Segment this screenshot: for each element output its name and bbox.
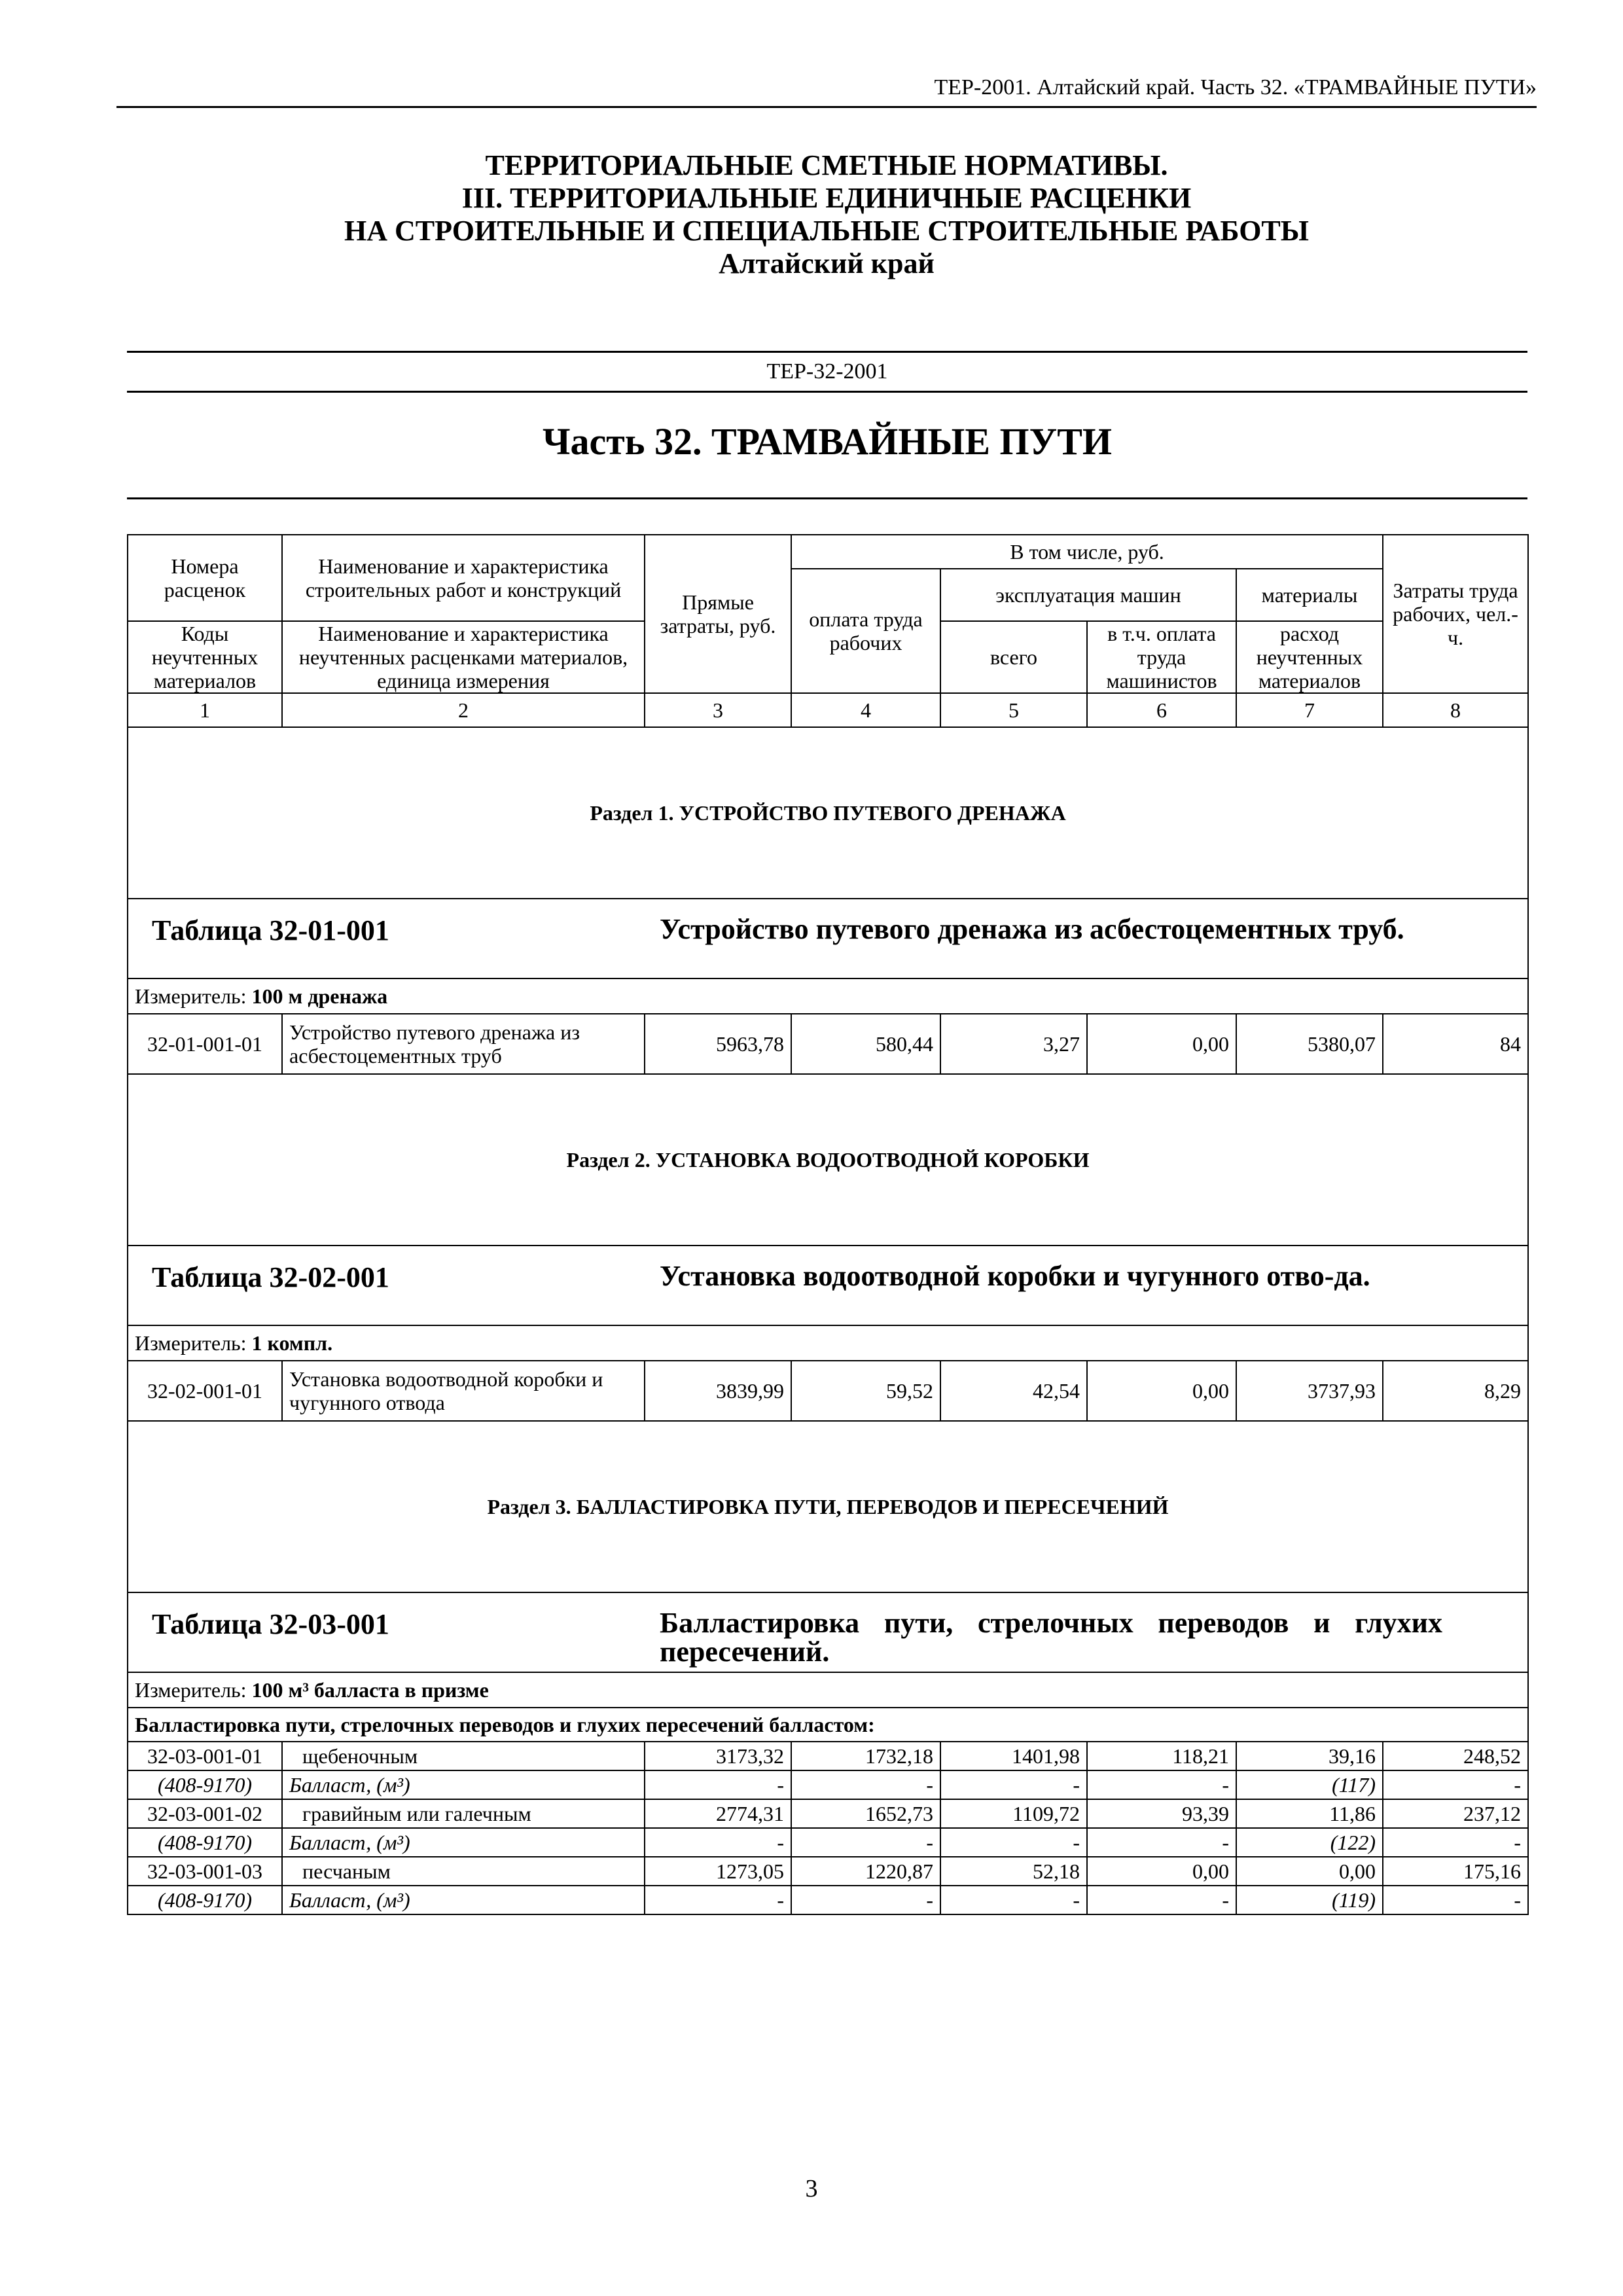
measurement-unit bbox=[128, 978, 1528, 1014]
column-number: 2 bbox=[282, 693, 645, 727]
table-row bbox=[128, 1014, 1528, 1074]
worker-pay: 59,52 bbox=[791, 1361, 940, 1421]
direct-costs: 3839,99 bbox=[645, 1361, 791, 1421]
worker-pay: 580,44 bbox=[791, 1014, 940, 1074]
header-rate-numbers: Номера расценок bbox=[128, 535, 282, 621]
material-machinist: - bbox=[1087, 1886, 1236, 1914]
material-machinist: - bbox=[1087, 1828, 1236, 1857]
material-direct: - bbox=[645, 1828, 791, 1857]
measurement-label: Измеритель: bbox=[135, 984, 247, 1008]
machine-total: 52,18 bbox=[940, 1857, 1087, 1886]
table-title: Установка водоотводной коробки и чугунного отво-да. bbox=[660, 1260, 1370, 1292]
section-title: Раздел 2. УСТАНОВКА ВОДООТВОДНОЙ КОРОБКИ bbox=[566, 1148, 1090, 1172]
section-title: Раздел 1. УСТРОЙСТВО ПУТЕВОГО ДРЕНАЖА bbox=[590, 801, 1066, 825]
rate-code: 32-03-001-02 bbox=[128, 1799, 282, 1828]
machinist-pay: 93,39 bbox=[1087, 1799, 1236, 1828]
material-labor: - bbox=[1383, 1828, 1528, 1857]
table-number: Таблица 32-01-001 bbox=[152, 914, 389, 946]
material-machines: - bbox=[940, 1770, 1087, 1799]
column-number: 1 bbox=[128, 693, 282, 727]
header-unaccounted-names: Наименование и характеристика неучтенных расценками материалов, единица измерения bbox=[282, 621, 645, 693]
column-number: 6 bbox=[1087, 693, 1236, 727]
material-direct: - bbox=[645, 1770, 791, 1799]
material-code: (408-9170) bbox=[128, 1828, 282, 1857]
measurement-value: 1 компл. bbox=[251, 1331, 333, 1355]
title-line: III. ТЕРРИТОРИАЛЬНЫЕ ЕДИНИЧНЫЕ РАСЦЕНКИ bbox=[461, 182, 1192, 214]
labor-costs: 8,29 bbox=[1383, 1361, 1528, 1421]
measurement-value: 100 м дренажа bbox=[251, 984, 388, 1008]
material-name: Балласт, (м³) bbox=[282, 1828, 645, 1857]
title-line: ТЕРРИТОРИАЛЬНЫЕ СМЕТНЫЕ НОРМАТИВЫ. bbox=[485, 149, 1168, 181]
material-pay: - bbox=[791, 1886, 940, 1914]
table-number: Таблица 32-03-001 bbox=[152, 1608, 389, 1640]
column-number: 3 bbox=[645, 693, 791, 727]
header-direct-costs: Прямые затраты, руб. bbox=[645, 535, 791, 693]
work-name: щебеночным bbox=[282, 1742, 645, 1770]
title-line: НА СТРОИТЕЛЬНЫЕ И СПЕЦИАЛЬНЫЕ СТРОИТЕЛЬНЫЕ РАБОТЫ bbox=[344, 215, 1309, 247]
labor-costs: 248,52 bbox=[1383, 1742, 1528, 1770]
labor-costs: 237,12 bbox=[1383, 1799, 1528, 1828]
machine-total: 1109,72 bbox=[940, 1799, 1087, 1828]
table-row bbox=[128, 1742, 1528, 1770]
measurement-unit bbox=[128, 1325, 1528, 1361]
material-machinist: - bbox=[1087, 1770, 1236, 1799]
document-code: ТЕР-32-2001 bbox=[127, 351, 1527, 393]
page-number: 3 bbox=[805, 2175, 818, 2202]
header-including: В том числе, руб. bbox=[791, 535, 1383, 569]
work-name: Установка водоотводной коробки и чугунного отвода bbox=[282, 1361, 645, 1421]
materials-cost: 5380,07 bbox=[1236, 1014, 1383, 1074]
machine-total: 3,27 bbox=[940, 1014, 1087, 1074]
header-machinist-pay: в т.ч. оплата труда машинистов bbox=[1087, 621, 1236, 693]
table-row bbox=[128, 1799, 1528, 1828]
rates-table bbox=[127, 534, 1529, 1915]
machine-total: 1401,98 bbox=[940, 1742, 1087, 1770]
running-header: ТЕР-2001. Алтайский край. Часть 32. «ТРАМВАЙНЫЕ ПУТИ» bbox=[116, 73, 1537, 108]
header-worker-pay: оплата труда рабочих bbox=[791, 569, 940, 693]
material-labor: - bbox=[1383, 1770, 1528, 1799]
materials-cost: 3737,93 bbox=[1236, 1361, 1383, 1421]
header-labor-costs: Затраты труда рабочих, чел.-ч. bbox=[1383, 535, 1528, 693]
material-consumption: (122) bbox=[1236, 1828, 1383, 1857]
direct-costs: 2774,31 bbox=[645, 1799, 791, 1828]
worker-pay: 1732,18 bbox=[791, 1742, 940, 1770]
material-machines: - bbox=[940, 1886, 1087, 1914]
measurement-label: Измеритель: bbox=[135, 1331, 247, 1355]
material-row bbox=[128, 1886, 1528, 1914]
materials-cost: 0,00 bbox=[1236, 1857, 1383, 1886]
part-title: Часть 32. ТРАМВАЙНЫЕ ПУТИ bbox=[542, 420, 1113, 463]
labor-costs: 84 bbox=[1383, 1014, 1528, 1074]
worker-pay: 1652,73 bbox=[791, 1799, 940, 1828]
header-work-name: Наименование и характеристика строительных работ и конструкций bbox=[282, 535, 645, 621]
materials-cost: 39,16 bbox=[1236, 1742, 1383, 1770]
rate-code: 32-03-001-01 bbox=[128, 1742, 282, 1770]
direct-costs: 3173,32 bbox=[645, 1742, 791, 1770]
table-row bbox=[128, 1857, 1528, 1886]
work-name: Устройство путевого дренажа из асбестоцементных труб bbox=[282, 1014, 645, 1074]
table-title: Балластировка пути, стрелочных переводов и глухих пересечений. bbox=[660, 1607, 1443, 1668]
material-pay: - bbox=[791, 1828, 940, 1857]
measurement-unit bbox=[128, 1672, 1528, 1708]
material-labor: - bbox=[1383, 1886, 1528, 1914]
machine-total: 42,54 bbox=[940, 1361, 1087, 1421]
machinist-pay: 0,00 bbox=[1087, 1857, 1236, 1886]
divider bbox=[127, 497, 1527, 499]
document-titles bbox=[116, 149, 1537, 280]
section-title: Раздел 3. БАЛЛАСТИРОВКА ПУТИ, ПЕРЕВОДОВ И ПЕРЕСЕЧЕНИЙ bbox=[487, 1495, 1169, 1518]
material-code: (408-9170) bbox=[128, 1770, 282, 1799]
material-pay: - bbox=[791, 1770, 940, 1799]
machinist-pay: 0,00 bbox=[1087, 1361, 1236, 1421]
table-number: Таблица 32-02-001 bbox=[152, 1261, 389, 1293]
material-consumption: (119) bbox=[1236, 1886, 1383, 1914]
title-line: Алтайский край bbox=[719, 247, 935, 279]
table-row bbox=[128, 1361, 1528, 1421]
material-machines: - bbox=[940, 1828, 1087, 1857]
work-name: гравийным или галечным bbox=[282, 1799, 645, 1828]
header-unaccounted-codes: Коды неучтенных материалов bbox=[128, 621, 282, 693]
material-row bbox=[128, 1770, 1528, 1799]
table-title: Устройство путевого дренажа из асбестоцементных труб. bbox=[660, 913, 1404, 945]
header-materials: материалы bbox=[1236, 569, 1383, 621]
header-machine-operation: эксплуатация машин bbox=[940, 569, 1236, 621]
work-name: песчаным bbox=[282, 1857, 645, 1886]
labor-costs: 175,16 bbox=[1383, 1857, 1528, 1886]
measurement-label: Измеритель: bbox=[135, 1678, 247, 1702]
material-row bbox=[128, 1828, 1528, 1857]
direct-costs: 1273,05 bbox=[645, 1857, 791, 1886]
rate-code: 32-02-001-01 bbox=[128, 1361, 282, 1421]
header-total: всего bbox=[940, 621, 1087, 693]
rate-code: 32-01-001-01 bbox=[128, 1014, 282, 1074]
material-consumption: (117) bbox=[1236, 1770, 1383, 1799]
material-name: Балласт, (м³) bbox=[282, 1770, 645, 1799]
column-number: 4 bbox=[791, 693, 940, 727]
measurement-value: 100 м³ балласта в призме bbox=[251, 1678, 489, 1702]
header-unaccounted-consumption: расход неучтенных материалов bbox=[1236, 621, 1383, 693]
rate-code: 32-03-001-03 bbox=[128, 1857, 282, 1886]
column-number: 7 bbox=[1236, 693, 1383, 727]
materials-cost: 11,86 bbox=[1236, 1799, 1383, 1828]
machinist-pay: 118,21 bbox=[1087, 1742, 1236, 1770]
machinist-pay: 0,00 bbox=[1087, 1014, 1236, 1074]
column-number: 5 bbox=[940, 693, 1087, 727]
direct-costs: 5963,78 bbox=[645, 1014, 791, 1074]
material-code: (408-9170) bbox=[128, 1886, 282, 1914]
material-name: Балласт, (м³) bbox=[282, 1886, 645, 1914]
material-direct: - bbox=[645, 1886, 791, 1914]
group-heading: Балластировка пути, стрелочных переводов и глухих пересечений балластом: bbox=[128, 1708, 1528, 1742]
column-number: 8 bbox=[1383, 693, 1528, 727]
worker-pay: 1220,87 bbox=[791, 1857, 940, 1886]
